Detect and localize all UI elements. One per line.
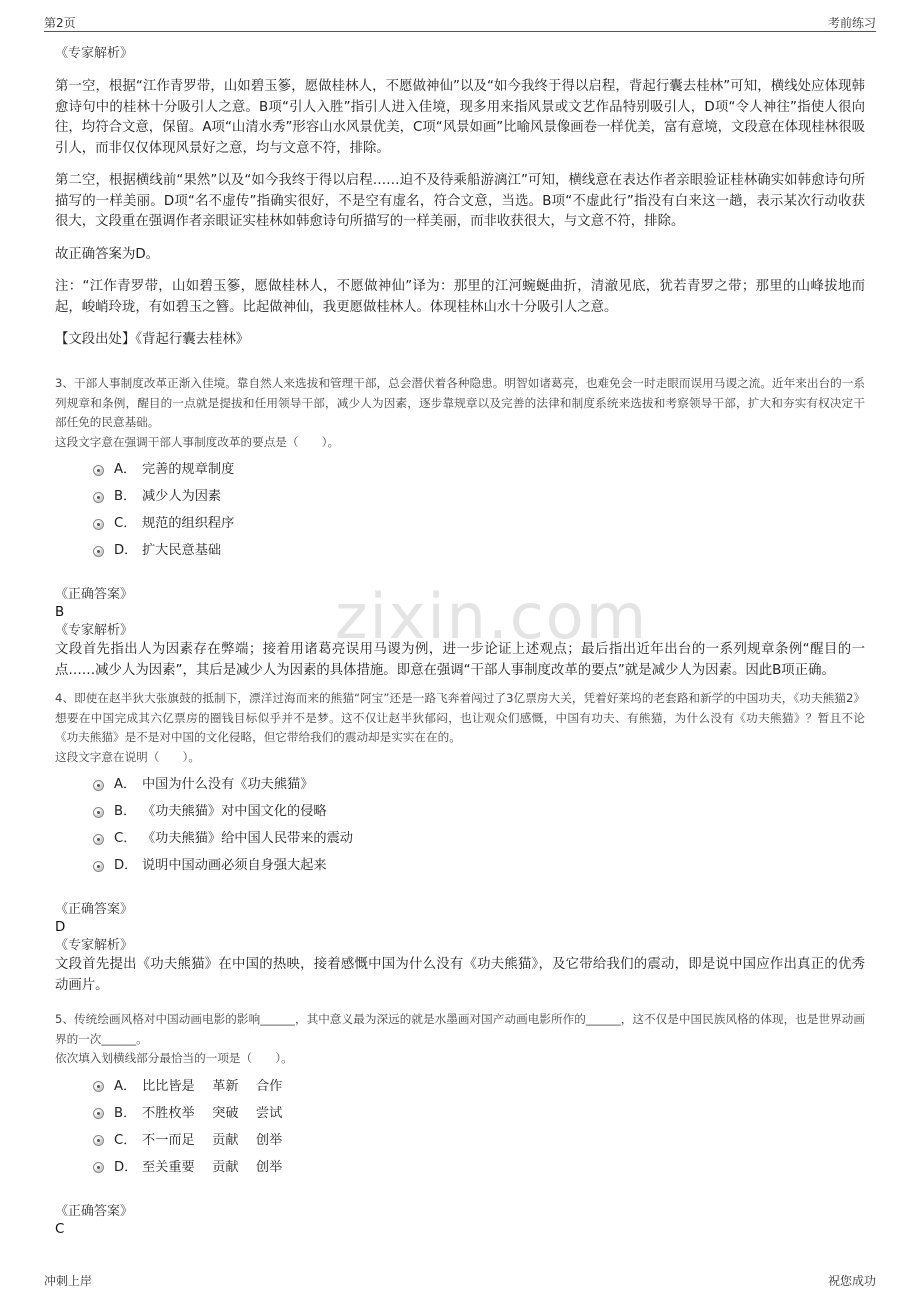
watermark: zixin.com [335,580,649,653]
header-title: 考前练习 [827,16,876,30]
page-number: 第2页 [44,16,76,30]
question-stem: 这段文字意在说明（ ）。 [55,749,200,764]
option-d[interactable]: D． 扩大民意基础 [93,535,865,562]
q2-analysis-block [55,44,865,350]
analysis-paragraph: 第一空，根据“江作青罗带，山如碧玉篸，愿做桂林人，不愿做神仙”以及“如今我终于得以启程，背起行囊去桂林”可知，横线处应体现韩愈诗句中的桂林十分吸引人之意。B项“引人入胜”指引人进入佳境，现多用来指风景或文艺作品特别吸引人，D项“令人神往”指使人很向往，均符合文意，保留。A项“山清水秀”形容山水风景优美，C项“风景如画”比喻风景像画卷一样优美，富有意境，文段意在体现桂林很吸引人，而非仅仅体现风景好之意，均与文意不符，排除。 [55,79,865,156]
analysis-text: 文段首先提出《功夫熊猫》在中国的热映，接着感慨中国为什么没有《功夫熊猫》，及它带给我们的震动，即是说中国应作出真正的优秀动画片。 [55,957,865,993]
analysis-label: 《专家解析》 [55,623,134,638]
question-3 [55,374,865,681]
option-d[interactable]: D． 说明中国动画必须自身强大起来 [93,850,865,877]
page-content [55,44,865,1239]
radio-icon[interactable] [93,546,104,557]
option-list [93,1071,865,1179]
question-text: 5、传统绘画风格对中国动画电影的影响______，其中意义最为深远的就是水墨画对国产动画电影所作的______，这不仅是中国民族风格的体现，也是世界动画界的一次______。 [55,1012,865,1046]
radio-icon[interactable] [93,834,104,845]
radio-icon[interactable] [93,1108,104,1119]
question-5 [55,1010,865,1239]
answer-label: 《正确答案》 [55,902,134,917]
option-c[interactable]: C． 规范的组织程序 [93,508,865,535]
answer-value: C [55,1221,65,1237]
footer-right-text: 祝您成功 [827,1274,876,1288]
analysis-text: 文段首先指出人为因素存在弊端；接着用诸葛亮误用马谡为例，进一步论证上述观点；最后指出近年出台的一系列规章条例“醒目的一点……减少人为因素”，其后是减少人为因素的具体措施。即意在强调“干部人事制度改革的要点”就是减少人为因素。因此B项正确。 [55,642,865,678]
answer-statement: 故正确答案为D。 [55,246,160,262]
option-b[interactable]: B． 减少人为因素 [93,481,865,508]
option-c[interactable]: C． 不一而足 贡献 创举 [93,1125,865,1152]
answer-label: 《正确答案》 [55,587,134,602]
question-stem: 这段文字意在强调干部人事制度改革的要点是（ ）。 [55,434,340,449]
radio-icon[interactable] [93,1081,104,1092]
option-c[interactable]: C． 《功夫熊猫》给中国人民带来的震动 [93,823,865,850]
radio-icon[interactable] [93,807,104,818]
radio-icon[interactable] [93,1135,104,1146]
option-b[interactable]: B． 不胜枚举 突破 尝试 [93,1098,865,1125]
page-header [44,12,876,32]
footer-left-text: 冲刺上岸 [44,1274,93,1288]
note-paragraph: 注：“江作青罗带，山如碧玉篸，愿做桂林人，不愿做神仙”译为：那里的江河蜿蜒曲折，清澈见底，犹若青罗之带；那里的山峰拔地而起，峻峭玲珑，有如碧玉之簪。比起做神仙，我更愿做桂林人。体现桂林山水十分吸引人之意。 [55,279,865,315]
question-text: 4、即使在赵半狄大张旗鼓的抵制下，漂洋过海而来的熊猫“阿宝”还是一路飞奔着闯过了3亿票房大关，凭着好莱坞的老套路和新学的中国功夫，《功夫熊猫2》想要在中国完成其六亿票房的圈钱目标似乎并不是梦。这不仅让赵半狄郁闷，也让观众们感慨，中国有功夫、有熊猫，为什么没有《功夫熊猫》？暂且不论《功夫熊猫》是不是对中国的文化侵略，但它带给我们的震动却是实实在在的。 [55,691,865,744]
answer-label: 《正确答案》 [55,1203,134,1219]
radio-icon[interactable] [93,780,104,791]
option-d[interactable]: D． 至关重要 贡献 创举 [93,1152,865,1179]
answer-value: B [55,605,65,620]
radio-icon[interactable] [93,465,104,476]
analysis-label: 《专家解析》 [55,46,134,61]
question-text: 3、干部人事制度改革正渐入佳境。靠自然人来选拔和管理干部，总会潜伏着各种隐患。明智如诸葛亮，也难免会一时走眼而误用马谡之流。近年来出台的一系列规章和条例，醒目的一点就是提拔和任用领导干部，减少人为因素，逐步靠规章以及完善的法律和制度系统来选拔和考察领导干部，扩大和夯实有权决定干部任免的民意基础。 [55,376,865,429]
option-a[interactable]: A． 完善的规章制度 [93,454,865,481]
radio-icon[interactable] [93,1162,104,1173]
option-list [93,769,865,877]
source-line: 【文段出处】《背起行囊去桂林》 [55,332,250,347]
analysis-label: 《专家解析》 [55,938,134,953]
answer-value: D [55,920,66,935]
option-list [93,454,865,562]
question-stem: 依次填入划横线部分最恰当的一项是（ ）。 [55,1051,293,1065]
option-b[interactable]: B． 《功夫熊猫》对中国文化的侵略 [93,796,865,823]
analysis-paragraph: 第二空，根据横线前“果然”以及“如今我终于得以启程……迫不及待乘船游漓江”可知，横线意在表达作者亲眼验证桂林确实如韩愈诗句所描写的一样美丽。D项“名不虚传”指确实很好，不是空有虚名，符合文意，当选。B项“不虚此行”指没有白来这一趟，表示某次行动收获很大，文段重在强调作者亲眼证实桂林如韩愈诗句所描写的一样美丽，而非收获很大，与文意不符，排除。 [55,173,865,229]
radio-icon[interactable] [93,519,104,530]
option-a[interactable]: A． 中国为什么没有《功夫熊猫》 [93,769,865,796]
radio-icon[interactable] [93,861,104,872]
question-4 [55,689,865,996]
option-a[interactable]: A． 比比皆是 革新 合作 [93,1071,865,1098]
radio-icon[interactable] [93,492,104,503]
